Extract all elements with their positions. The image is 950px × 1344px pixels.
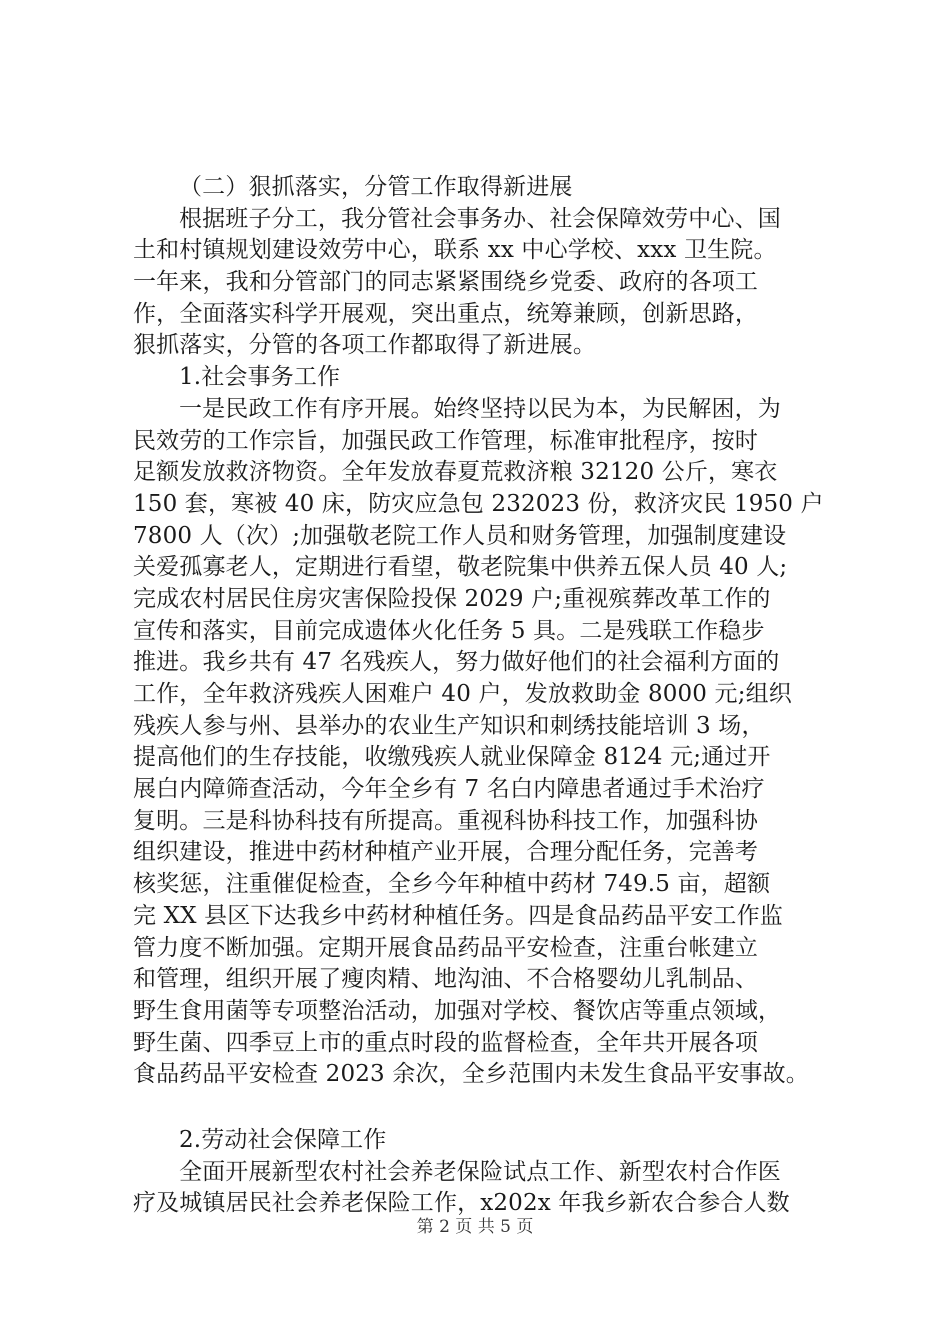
paragraph-line: 一是民政工作有序开展。始终坚持以民为本，为民解困，为 xyxy=(179,395,781,422)
subsection-title-labor-security: 2.劳动社会保障工作 xyxy=(179,1126,387,1153)
paragraph-line: 复明。三是科协科技有所提高。重视科协科技工作，加强科协 xyxy=(133,807,759,834)
paragraph-line: 足额发放救济物资。全年发放春夏荒救济粮 32120 公斤，寒衣 xyxy=(133,459,778,486)
paragraph-line: 核奖惩，注重催促检查，全乡今年种植中药材 749.5 亩，超额 xyxy=(133,871,771,898)
paragraph-line: 提高他们的生存技能，收缴残疾人就业保障金 8124 元;通过开 xyxy=(133,744,771,771)
paragraph-line: 根据班子分工，我分管社会事务办、社会保障效劳中心、国 xyxy=(179,205,781,232)
paragraph-line: 工作，全年救济残疾人困难户 40 户，发放救助金 8000 元;组织 xyxy=(133,681,792,707)
paragraph-line: 组织建设，推进中药材种植产业开展，合理分配任务，完善考 xyxy=(133,839,759,866)
paragraph-line: 关爱孤寡老人，定期进行看望，敬老院集中供养五保人员 40 人; xyxy=(133,554,788,581)
paragraph-line: 和管理，组织开展了瘦肉精、地沟油、不合格婴幼儿乳制品、 xyxy=(133,966,759,993)
paragraph-line: 土和村镇规划建设效劳中心，联系 xx 中心学校、xxx 卫生院。 xyxy=(133,237,777,264)
paragraph-line: 完 XX 县区下达我乡中药材种植任务。四是食品药品平安工作监 xyxy=(133,902,783,929)
paragraph-line: 7800 人（次）;加强敬老院工作人员和财务管理，加强制度建设 xyxy=(133,522,787,549)
page-number-footer: 第 2 页 共 5 页 xyxy=(416,1217,534,1237)
paragraph-line: 作，全面落实科学开展观，突出重点，统筹兼顾，创新思路， xyxy=(133,300,759,327)
paragraph-spacer xyxy=(133,1091,833,1125)
document-body xyxy=(133,172,833,1220)
paragraph-line: 野生菌、四季豆上市的重点时段的监督检查，全年共开展各项 xyxy=(133,1029,759,1056)
paragraph-line: 150 套，寒被 40 床，防灾应急包 232023 份，救济灾民 1950 户 xyxy=(133,490,824,517)
paragraph-line: 民效劳的工作宗旨，加强民政工作管理，标准审批程序，按时 xyxy=(133,427,759,454)
subsection-title-social-affairs: 1.社会事务工作 xyxy=(179,364,341,391)
paragraph-line: 野生食用菌等专项整治活动，加强对学校、餐饮店等重点领域， xyxy=(133,997,782,1024)
paragraph-line: 狠抓落实，分管的各项工作都取得了新进展。 xyxy=(133,332,596,359)
paragraph-line: 管力度不断加强。定期开展食品药品平安检查，注重台帐建立 xyxy=(133,934,759,961)
paragraph-line: 展白内障筛查活动，今年全乡有 7 名白内障患者通过手术治疗 xyxy=(133,776,765,803)
paragraph-line: 宣传和落实，目前完成遗体火化任务 5 具。二是残联工作稳步 xyxy=(133,617,765,644)
paragraph-line: 残疾人参与州、县举办的农业生产知识和刺绣技能培训 3 场， xyxy=(133,712,765,739)
section-heading: （二）狠抓落实，分管工作取得新进展 xyxy=(179,174,573,200)
paragraph-line: 食品药品平安检查 2023 余次，全乡范围内未发生食品平安事故。 xyxy=(133,1061,809,1088)
paragraph-line: 疗及城镇居民社会养老保险工作，x202x 年我乡新农合参合人数 xyxy=(133,1190,790,1217)
paragraph-line: 完成农村居民住房灾害保险投保 2029 户;重视殡葬改革工作的 xyxy=(133,585,771,612)
paragraph-line: 一年来，我和分管部门的同志紧紧围绕乡党委、政府的各项工 xyxy=(133,269,759,296)
paragraph-line: 推进。我乡共有 47 名残疾人，努力做好他们的社会福利方面的 xyxy=(133,649,780,676)
paragraph-line: 全面开展新型农村社会养老保险试点工作、新型农村合作医 xyxy=(179,1158,781,1185)
